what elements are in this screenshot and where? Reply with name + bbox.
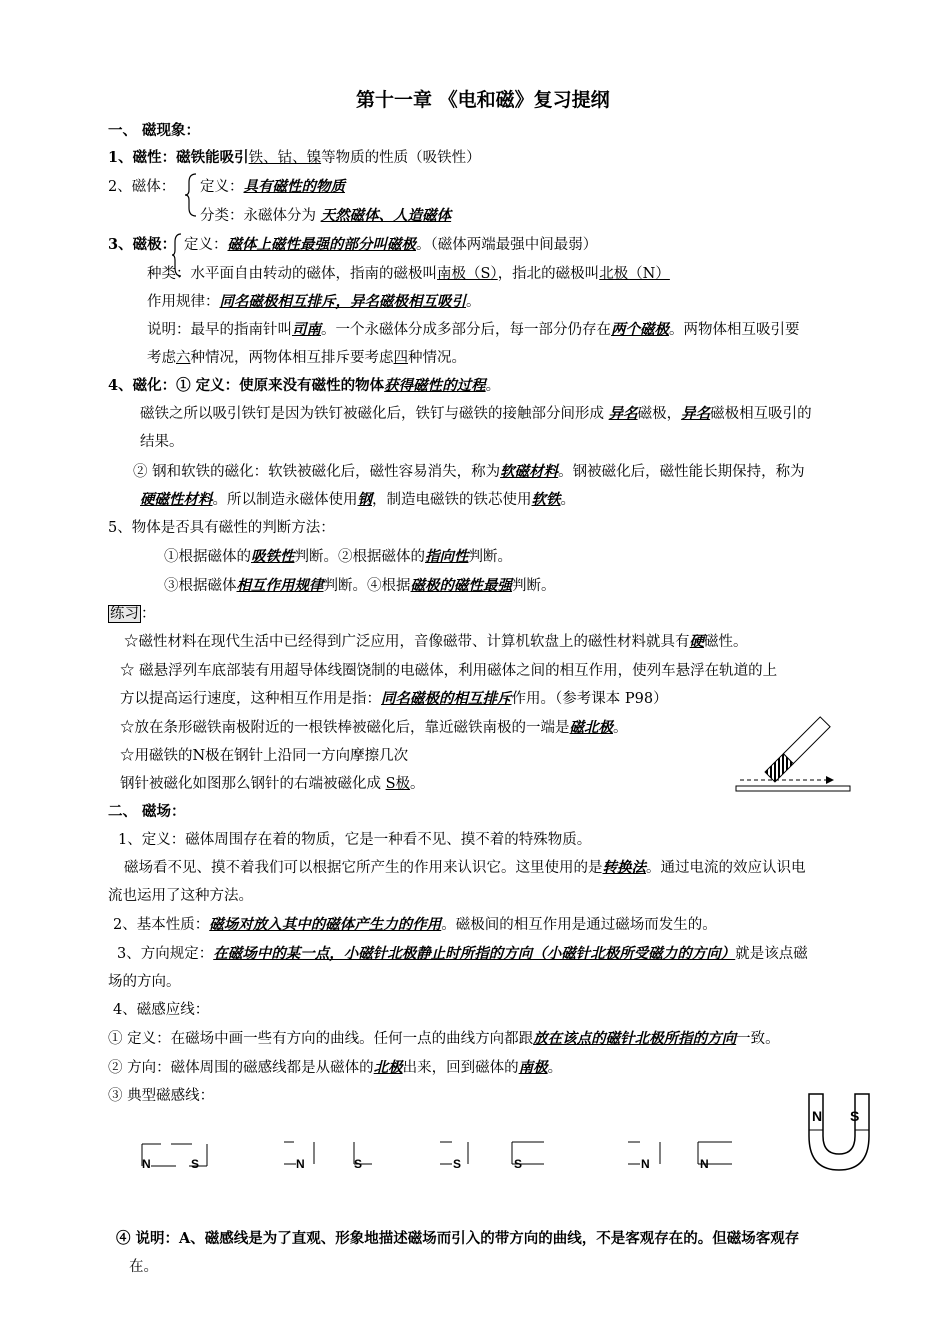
underlined-answer: 指向性 <box>425 548 469 565</box>
s2-line-4 <box>113 915 717 935</box>
text: ： <box>141 606 156 622</box>
text: 一致。 <box>736 1031 780 1047</box>
text: 。两物体相互吸引要 <box>669 322 800 338</box>
underlined-answer: 南极 <box>518 1059 548 1076</box>
text: 磁性。 <box>704 634 748 650</box>
s1-line-2-def <box>200 177 345 197</box>
s1-line-8 <box>147 348 466 368</box>
underlined-answer: 放在该点的磁针北极所指的方向 <box>533 1030 737 1047</box>
underlined-answer: 磁场对放入其中的磁体产生力的作用 <box>209 916 442 933</box>
text: 4、磁化：① 定义：使原来没有磁性的物体 <box>108 377 385 394</box>
underlined-answer: S极 <box>385 776 411 792</box>
underlined-answer: 四 <box>393 350 408 366</box>
s1-line-12 <box>133 462 805 482</box>
section-2-heading: 二、 磁场： <box>108 803 186 820</box>
text: 2、磁体： <box>108 179 176 195</box>
s1-line-6 <box>147 292 481 312</box>
s1-line-1 <box>108 148 481 168</box>
s2-line-5 <box>117 944 808 964</box>
magnet-pole-label: N <box>296 1157 305 1171</box>
text: ② 钢和软铁的磁化：软铁被磁化后，磁性容易消失，称为 <box>133 464 501 480</box>
practice-3 <box>120 689 668 709</box>
text: 。 <box>485 378 501 394</box>
text: 磁铁之所以吸引铁钉是因为铁钉被磁化后，铁钉与磁铁的接触部分间形成 <box>140 406 609 422</box>
s2-line-6: 场的方向。 <box>108 974 181 990</box>
underlined-answer: 磁体上磁性最强的部分叫磁极 <box>227 236 416 253</box>
text: 。磁极间的相互作用是通过磁场而发生的。 <box>441 917 717 933</box>
underlined-answer: 异名 <box>608 405 638 422</box>
practice-6 <box>120 774 425 794</box>
text: 1、磁性：磁铁能吸引 <box>108 149 249 166</box>
text: 。 <box>547 1060 563 1076</box>
underlined-answer: 硬磁性材料 <box>140 491 213 508</box>
magnet-pole-label: N <box>641 1157 650 1171</box>
s1-line-13 <box>140 490 575 510</box>
u-magnet-n-label: N <box>812 1108 823 1124</box>
practice-heading <box>108 604 156 624</box>
s2-line-2 <box>124 858 806 878</box>
text: ☆放在条形磁铁南极附近的一根铁棒被磁化后，靠近磁铁南极的一端是 <box>120 720 570 736</box>
magnet-pole-label: S <box>514 1157 523 1171</box>
s1-line-14: 5、物体是否具有磁性的判断方法： <box>108 520 335 536</box>
underlined-answer: 软磁材料 <box>500 463 559 480</box>
s1-line-16 <box>164 576 556 596</box>
text: 磁极相互吸引的 <box>710 406 812 422</box>
text: 作用。（参考课本 P98） <box>511 691 668 707</box>
underlined-answer: 天然磁体、人造磁体 <box>320 207 452 224</box>
magnet-pole-label: S <box>191 1157 200 1171</box>
text: 种类：水平面自由转动的磁体，指南的磁极叫 <box>147 266 437 282</box>
brace-icon <box>184 172 198 218</box>
text: 磁极， <box>637 406 682 422</box>
text: 定义： <box>200 179 244 195</box>
text: 3、方向规定： <box>117 946 214 962</box>
text: 判断。④根据 <box>323 578 411 594</box>
s2-line-3: 流也运用了这种方法。 <box>108 888 253 904</box>
underlined-answer: 铁、钴、镍 <box>248 150 322 166</box>
text: 判断。 <box>468 549 512 565</box>
s1-line-7 <box>147 320 800 340</box>
underlined-answer: 北极（N） <box>599 266 670 282</box>
text: ② 方向：磁体周围的磁感线都是从磁体的 <box>108 1060 374 1076</box>
s1-line-11: 结果。 <box>140 434 184 450</box>
s1-line-3 <box>200 206 451 226</box>
text: 。通过电流的效应认识电 <box>646 860 806 876</box>
text: 判断。②根据磁体的 <box>294 549 425 565</box>
s1-line-9 <box>108 376 500 396</box>
s2-line-1: 1、定义：磁体周围存在着的物质，它是一种看不见、摸不着的特殊物质。 <box>118 832 592 848</box>
s1-line-4-def <box>184 235 597 255</box>
text: 。 <box>410 776 425 792</box>
s2-line-7: 4、磁感应线： <box>113 1002 210 1018</box>
magnet-pole-label: N <box>142 1157 151 1171</box>
section-1-heading: 一、 磁现象： <box>108 122 201 139</box>
practice-4 <box>120 718 628 738</box>
text: ，制造电磁铁的铁芯使用 <box>372 492 532 508</box>
text: ☆磁性材料在现代生活中已经得到广泛应用，音像磁带、计算机软盘上的磁性材料就具有 <box>124 634 690 650</box>
practice-label: 练习 <box>110 606 139 622</box>
text: 。所以制造永磁体使用 <box>212 492 358 508</box>
practice-1 <box>124 632 748 652</box>
text: 。 <box>560 492 575 508</box>
text: 判断。 <box>512 578 556 594</box>
s2-line-8 <box>108 1029 780 1049</box>
text: 钢针被磁化如图那么钢针的右端被磁化成 <box>120 776 386 792</box>
underlined-answer: 相互作用规律 <box>236 577 324 594</box>
text: 。一个永磁体分成多部分后，每一部分仍存在 <box>321 322 611 338</box>
text: 2、基本性质： <box>113 917 210 933</box>
text: 种情况，两物体相互排斥要考虑 <box>190 350 394 366</box>
underlined-answer: 两个磁极 <box>611 321 669 338</box>
s1-line-10 <box>140 404 812 424</box>
practice-2: ☆ 磁悬浮列车底部装有用超导体线圈饶制的电磁体，利用磁体之间的相互作用，使列车悬浮在轨道的上 <box>120 663 778 679</box>
text: 。 <box>613 720 628 736</box>
text: 。 <box>466 294 481 310</box>
needle-magnetization-figure <box>730 710 860 800</box>
text: 磁场看不见、摸不着我们可以根据它所产生的作用来认识它。这里使用的是 <box>124 860 603 876</box>
s2-line-12: 在。 <box>129 1259 158 1275</box>
s1-line-4 <box>108 235 176 255</box>
text: ①根据磁体的 <box>164 549 251 565</box>
magnet-pole-label: S <box>453 1157 462 1171</box>
text: 说明：最早的指南针叫 <box>147 322 292 338</box>
text: 等物质的性质（吸铁性） <box>321 150 481 166</box>
text: 分类：永磁体分为 <box>200 208 321 224</box>
underlined-answer: 六 <box>176 350 191 366</box>
s2-line-11: ④ 说明：A、磁感线是为了直观、形象地描述磁场而引入的带方向的曲线，不是客观存在的。但磁场客观存 <box>116 1230 800 1247</box>
text: 种情况。 <box>408 350 466 366</box>
practice-5: ☆用磁铁的N极在钢针上沿同一方向摩擦几次 <box>120 748 409 764</box>
underlined-answer: 具有磁性的物质 <box>243 178 345 195</box>
underlined-answer: 软铁 <box>531 491 561 508</box>
magnet-pole-label: N <box>700 1157 709 1171</box>
underlined-answer: 同名磁极相互排斥，异名磁极相互吸引 <box>219 293 466 310</box>
underlined-answer: 吸铁性 <box>251 548 295 565</box>
text: 方以提高运行速度，这种相互作用是指： <box>120 691 381 707</box>
underlined-answer: 在磁场中的某一点，小磁针北极静止时所指的方向（小磁针北极所受磁力的方向） <box>213 945 736 962</box>
underlined-answer: 获得磁性的过程 <box>384 377 486 394</box>
text: ，指北的磁极叫 <box>497 266 600 282</box>
text: 。钢被磁化后，磁性能长期保持，称为 <box>558 464 805 480</box>
s2-line-10: ③ 典型磁感线： <box>108 1088 215 1104</box>
u-magnet-icon <box>803 1090 875 1176</box>
underlined-answer: 同名磁极的相互排斥 <box>381 690 512 707</box>
underlined-answer: 磁北极 <box>569 719 613 736</box>
text: 考虑 <box>147 350 176 366</box>
underlined-answer: 司南 <box>292 321 321 338</box>
text: 作用规律： <box>147 294 220 310</box>
text: 就是该点磁 <box>735 946 808 962</box>
underlined-answer: 钢 <box>357 491 372 508</box>
s1-line-5 <box>147 264 670 284</box>
underlined-answer: 异名 <box>681 405 711 422</box>
underlined-answer: 转换法 <box>602 859 646 876</box>
text: 定义： <box>184 237 228 253</box>
text: 3、磁极： <box>108 236 177 253</box>
page-title: 第十一章 《电和磁》复习提纲 <box>356 89 610 111</box>
text: ① 定义：在磁场中画一些有方向的曲线。任何一点的曲线方向都跟 <box>108 1031 534 1047</box>
text: 出来，回到磁体的 <box>402 1060 519 1076</box>
u-magnet-s-label: S <box>850 1108 860 1124</box>
underlined-answer: 磁极的磁性最强 <box>410 577 512 594</box>
underlined-answer: 南极（S） <box>437 266 498 282</box>
underlined-answer: 北极 <box>373 1059 403 1076</box>
magnet-pole-label: S <box>354 1157 363 1171</box>
underlined-answer: 硬 <box>689 633 704 650</box>
s2-line-9 <box>108 1058 562 1078</box>
s1-line-15 <box>164 547 512 567</box>
s1-line-2 <box>108 177 175 197</box>
text: 。（磁体两端最强中间最弱） <box>416 237 598 253</box>
text: ③根据磁体 <box>164 578 237 594</box>
